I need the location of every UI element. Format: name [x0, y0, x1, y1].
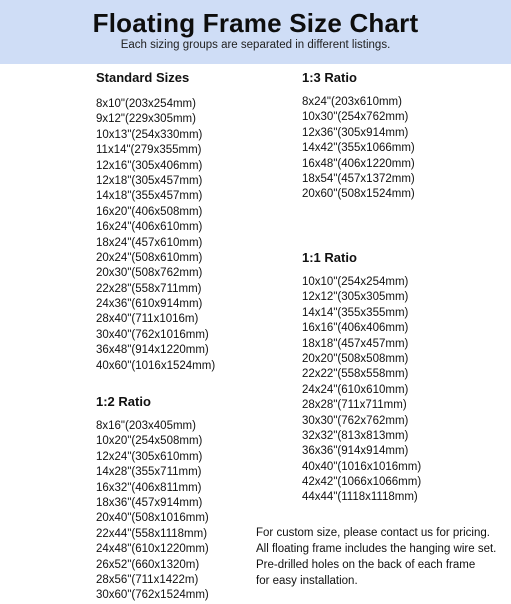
ratio-1-2-section [96, 394, 209, 604]
ratio-1-2-list [96, 419, 209, 604]
size-item: 18x24"(457x610mm) [96, 236, 203, 249]
size-item: 30x60"(762x1524mm) [96, 589, 209, 602]
size-item: 14x18"(355x457mm) [96, 190, 203, 203]
size-item: 12x12"(305x305mm) [302, 291, 409, 304]
size-item: 20x40"(508x1016mm) [96, 512, 209, 525]
size-item: 12x24"(305x610mm) [96, 450, 203, 463]
ratio-1-2-heading: 1:2 Ratio [96, 394, 151, 409]
size-item: 36x48"(914x1220mm) [96, 344, 209, 357]
standard-sizes-heading: Standard Sizes [96, 70, 190, 85]
size-item: 20x60"(508x1524mm) [302, 188, 415, 201]
note-line: Pre-drilled holes on the back of each frame [256, 559, 476, 571]
ratio-1-3-heading: 1:3 Ratio [302, 70, 357, 85]
size-item: 8x16"(203x405mm) [96, 420, 196, 432]
notes-block [256, 525, 496, 589]
size-item: 28x56"(711x1422m) [96, 573, 199, 586]
size-item: 24x48"(610x1220mm) [96, 543, 209, 556]
size-item: 20x20"(508x508mm) [302, 352, 409, 365]
size-item: 24x36"(610x914mm) [96, 298, 203, 311]
size-item: 40x60"(1016x1524mm) [96, 359, 216, 372]
size-item: 44x44"(1118x1118mm) [302, 491, 418, 504]
ratio-1-3-list [302, 95, 415, 203]
size-item: 8x24"(203x610mm) [302, 96, 402, 108]
size-item: 24x24"(610x610mm) [302, 383, 409, 396]
size-item: 22x44"(558x1118mm) [96, 527, 208, 540]
size-item: 16x24"(406x610mm) [96, 221, 203, 234]
size-item: 42x42"(1066x1066mm) [302, 476, 422, 489]
size-item: 8x10"(203x254mm) [96, 98, 196, 110]
size-item: 18x36"(457x914mm) [96, 496, 203, 509]
size-item: 20x30"(508x762mm) [96, 267, 203, 280]
note-line: All floating frame includes the hanging wire set. [256, 543, 497, 555]
size-item: 28x40"(711x1016m) [96, 313, 199, 326]
ratio-1-3-section [302, 70, 415, 203]
ratio-1-1-section [302, 250, 421, 506]
size-item: 10x30"(254x762mm) [302, 111, 409, 124]
page-title: Floating Frame Size Chart [92, 8, 419, 38]
size-item: 14x42"(355x1066mm) [302, 142, 415, 155]
header-banner [0, 0, 511, 64]
size-item: 14x14"(355x355mm) [302, 306, 409, 319]
size-item: 10x13"(254x330mm) [96, 128, 203, 141]
size-item: 16x48"(406x1220mm) [302, 157, 415, 170]
size-item: 11x14"(279x355mm) [96, 144, 202, 157]
size-item: 32x32"(813x813mm) [302, 429, 409, 442]
note-line: for easy installation. [256, 575, 358, 587]
size-item: 22x28"(558x711mm) [96, 282, 202, 295]
size-item: 9x12"(229x305mm) [96, 113, 196, 126]
size-item: 12x16"(305x406mm) [96, 159, 203, 172]
size-item: 30x40"(762x1016mm) [96, 328, 209, 341]
size-item: 16x16"(406x406mm) [302, 322, 409, 335]
ratio-1-1-heading: 1:1 Ratio [302, 250, 357, 265]
size-item: 40x40"(1016x1016mm) [302, 460, 422, 473]
standard-sizes-section [96, 70, 215, 374]
size-item: 20x24"(508x610mm) [96, 251, 203, 264]
size-item: 26x52"(660x1320m) [96, 558, 200, 571]
size-item: 28x28"(711x711mm) [302, 399, 407, 412]
size-item: 36x36"(914x914mm) [302, 445, 409, 458]
size-item: 14x28"(355x711mm) [96, 466, 202, 479]
size-item: 12x36"(305x914mm) [302, 126, 409, 139]
size-item: 10x20"(254x508mm) [96, 435, 203, 448]
standard-sizes-list [96, 97, 215, 374]
size-item: 18x54"(457x1372mm) [302, 172, 415, 185]
size-item: 22x22"(558x558mm) [302, 368, 409, 381]
size-item: 16x20"(406x508mm) [96, 205, 203, 218]
ratio-1-1-list [302, 275, 421, 506]
size-item: 18x18"(457x457mm) [302, 337, 409, 350]
page-subtitle: Each sizing groups are separated in different listings. [120, 39, 391, 51]
size-item: 10x10"(254x254mm) [302, 276, 409, 288]
size-item: 12x18"(305x457mm) [96, 174, 203, 187]
note-line: For custom size, please contact us for pricing. [256, 527, 490, 539]
size-item: 16x32"(406x811mm) [96, 481, 202, 494]
size-item: 30x30"(762x762mm) [302, 414, 409, 427]
